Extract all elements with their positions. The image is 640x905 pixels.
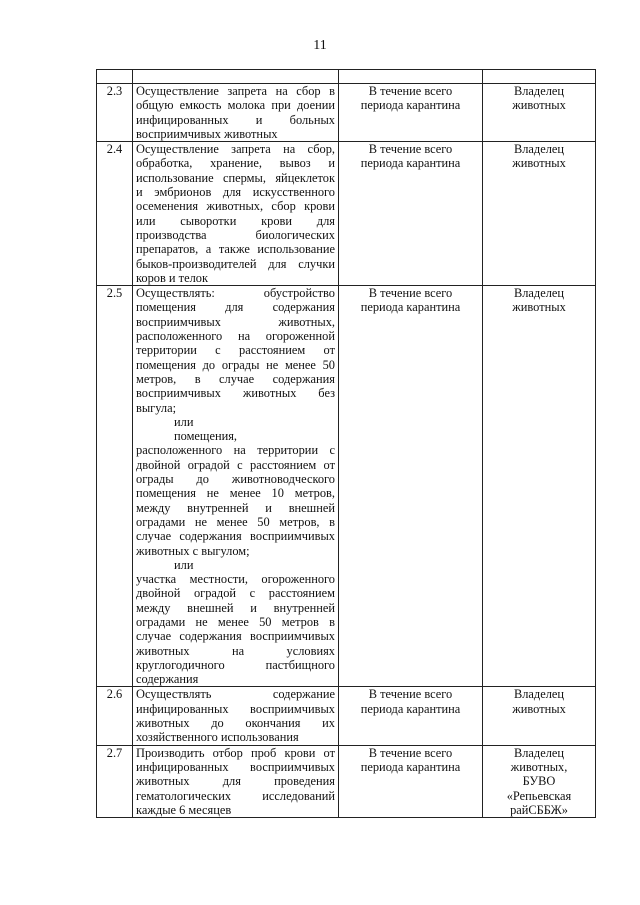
- header-cell-responsible: [483, 70, 596, 84]
- responsible-text-line: Владелец: [513, 142, 565, 157]
- action-text-line: участка местности, огороженного: [136, 572, 335, 587]
- header-cell-number: [97, 70, 133, 84]
- action-text-line: инфицированных восприимчивых: [136, 759, 335, 774]
- action-text-line: гематологических исследований: [136, 788, 335, 803]
- action-text-line: метров, в случае содержания: [136, 371, 335, 386]
- term-cell: [339, 286, 483, 687]
- header-cell-action: [133, 70, 339, 84]
- responsible-text-line: райСББЖ»: [510, 802, 568, 817]
- action-text-line: восприимчивых животных,: [136, 314, 335, 329]
- action-text-line: использование спермы, яйцеклеток: [136, 170, 335, 185]
- header-cell-term: [339, 70, 483, 84]
- table-row: [97, 84, 596, 142]
- table-row: [97, 687, 596, 745]
- term-text-line: В течение всего: [368, 84, 453, 98]
- action-cell: [133, 84, 339, 142]
- action-text-line: случае содержания восприимчивых: [136, 529, 335, 544]
- action-text-line: хозяйственного использования: [136, 730, 299, 745]
- term-cell: [339, 142, 483, 286]
- responsible-cell: [483, 84, 596, 142]
- responsible-text-line: «Репьевская: [506, 788, 572, 803]
- action-text-line: осеменения животных, сбор крови: [136, 199, 335, 214]
- row-number: 2.3: [97, 84, 133, 142]
- responsible-cell: [483, 286, 596, 687]
- action-text-line: территории с расстоянием от: [136, 343, 335, 358]
- action-text-line: расположенного на огороженной: [136, 329, 335, 344]
- action-text-line: оградами не менее 50 метров в: [136, 614, 335, 629]
- action-text-line: животных на условиях: [136, 643, 335, 658]
- responsible-text-line: животных,: [510, 759, 568, 774]
- responsible-text-line: Владелец: [513, 687, 565, 702]
- action-text-line: и эмбрионов для искусственного: [136, 185, 335, 200]
- row-number: 2.4: [97, 142, 133, 286]
- action-text-line: помещения,: [174, 429, 238, 444]
- action-text-line: или: [174, 414, 194, 429]
- term-text-line: периода карантина: [360, 98, 461, 113]
- action-text-line: или сыворотки крови для: [136, 213, 335, 228]
- action-text-line: инфицированных и больных: [136, 112, 335, 127]
- action-text-line: восприимчивых животных без: [136, 386, 335, 401]
- action-text-line: быков-производителей для случки: [136, 256, 335, 271]
- responsible-text-line: животных: [512, 98, 566, 113]
- action-text-line: между внешней и внутренней: [136, 600, 335, 615]
- action-text-line: двойной оградой с расстоянием: [136, 586, 335, 601]
- action-text-line: Осуществлять: обустройство: [136, 286, 335, 301]
- table-row: [97, 745, 596, 817]
- action-text-line: животных для проведения: [136, 774, 335, 789]
- term-text-line: периода карантина: [360, 300, 461, 315]
- term-text-line: периода карантина: [360, 759, 461, 774]
- responsible-text-line: Владелец: [513, 745, 565, 760]
- action-cell: [133, 142, 339, 286]
- action-text-line: восприимчивых животных: [136, 126, 278, 141]
- action-cell: [133, 745, 339, 817]
- responsible-text-line: животных: [512, 156, 566, 171]
- table-row: [97, 286, 596, 687]
- term-text-line: В течение всего: [368, 142, 453, 157]
- action-text-line: или: [174, 557, 194, 572]
- page-number: 11: [313, 38, 327, 53]
- table-row: [97, 142, 596, 286]
- term-cell: [339, 687, 483, 745]
- action-text-line: содержания: [136, 672, 199, 687]
- responsible-cell: [483, 142, 596, 286]
- action-text-line: расположенного на территории с: [136, 443, 335, 458]
- action-text-line: помещения для содержания: [136, 300, 335, 315]
- action-text-line: помещения не менее 10 метров,: [136, 486, 335, 501]
- term-cell: [339, 84, 483, 142]
- responsible-text-line: Владелец: [513, 286, 565, 301]
- action-text-line: общую емкость молока при доении: [136, 98, 335, 113]
- responsible-cell: [483, 687, 596, 745]
- action-text-line: двойной оградой с расстоянием от: [136, 457, 335, 472]
- row-number: 2.5: [97, 286, 133, 687]
- action-text-line: Производить отбор проб крови от: [136, 745, 335, 760]
- responsible-text-line: животных: [512, 300, 566, 315]
- action-text-line: препаратов, а также использование: [136, 242, 335, 257]
- action-text-line: обработка, хранение, вывоз и: [136, 156, 335, 171]
- action-text-line: коров и телок: [136, 270, 208, 285]
- action-text-line: Осуществление запрета на сбор в: [136, 84, 335, 98]
- responsible-text-line: животных: [512, 701, 566, 716]
- action-text-line: ограды до животноводческого: [136, 472, 335, 487]
- row-number: 2.7: [97, 745, 133, 817]
- action-text-line: случае содержания восприимчивых: [136, 629, 335, 644]
- action-text-line: помещения до ограды не менее 50: [136, 357, 335, 372]
- action-text-line: животных до окончания их: [136, 716, 335, 731]
- action-text-line: между внутренней и внешней: [136, 500, 335, 515]
- table-header-row: [97, 70, 596, 84]
- term-text-line: В течение всего: [368, 745, 453, 760]
- term-text-line: периода карантина: [360, 156, 461, 171]
- action-text-line: инфицированных восприимчивых: [136, 701, 335, 716]
- action-text-line: производства биологических: [136, 227, 335, 242]
- responsible-text-line: Владелец: [513, 84, 565, 98]
- action-cell: [133, 687, 339, 745]
- action-text-line: круглогодичного пастбищного: [136, 657, 335, 672]
- action-text-line: выгула;: [136, 400, 177, 415]
- action-text-line: Осуществление запрета на сбор,: [136, 142, 335, 157]
- term-cell: [339, 745, 483, 817]
- action-text-line: Осуществлять содержание: [136, 687, 335, 702]
- action-text-line: оградами не менее 50 метров, в: [136, 514, 335, 529]
- action-text-line: каждые 6 месяцев: [136, 802, 232, 817]
- term-text-line: периода карантина: [360, 701, 461, 716]
- term-text-line: В течение всего: [368, 687, 453, 702]
- action-text-line: животных с выгулом;: [136, 543, 250, 558]
- responsible-text-line: БУВО: [522, 774, 556, 789]
- responsible-cell: [483, 745, 596, 817]
- action-cell: [133, 286, 339, 687]
- measures-table: [96, 69, 596, 818]
- row-number: 2.6: [97, 687, 133, 745]
- term-text-line: В течение всего: [368, 286, 453, 301]
